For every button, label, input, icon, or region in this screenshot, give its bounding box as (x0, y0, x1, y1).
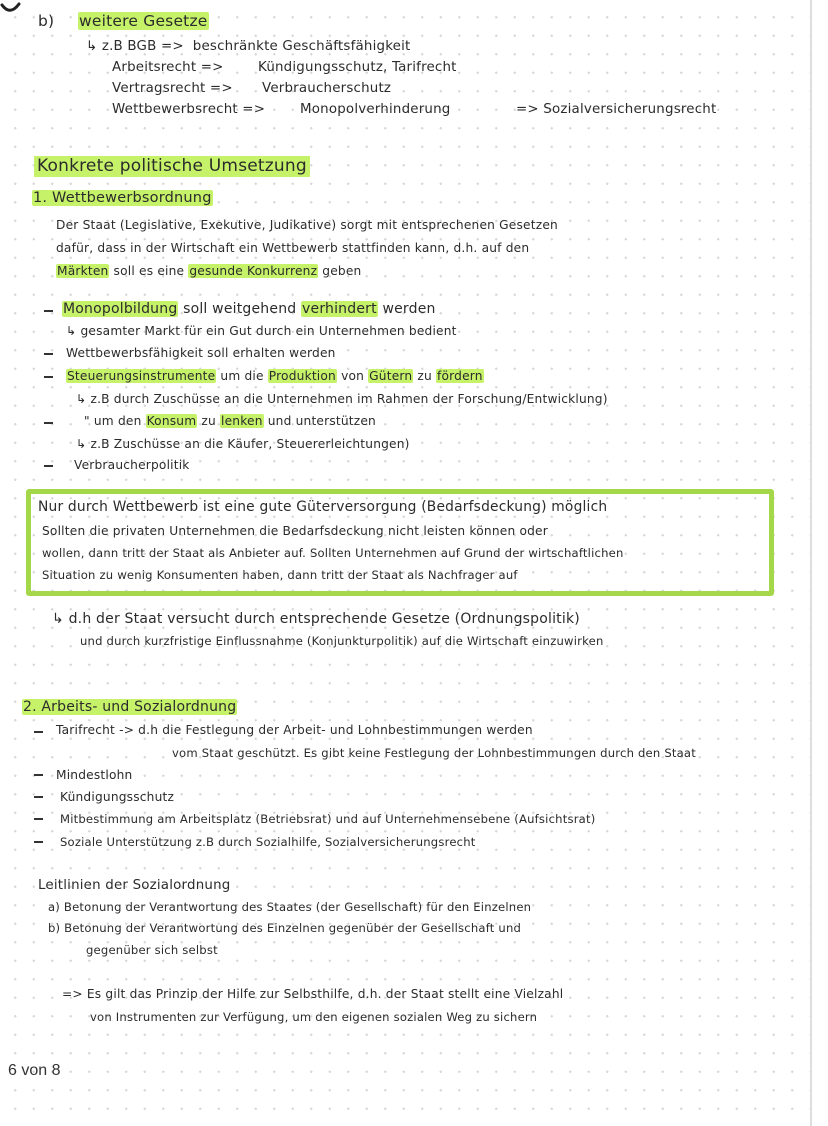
bullet-dash (34, 796, 43, 798)
bullet-dash (44, 353, 53, 355)
wettbewerb-heading: 1. Wettbewerbsordnung (33, 190, 212, 206)
leitlinien-point-b-cont: gegenüber sich selbst (86, 943, 218, 957)
section-b-line3-right: Verbraucherschutz (262, 81, 392, 96)
section-b-line4-left: Wettbewerbsrecht => (112, 102, 266, 117)
wettbewerb-paragraph-line2: dafür, dass in der Wirtschaft ein Wettbewerb stattfinden kann, d.h. auf den (56, 241, 530, 255)
section-b-heading: weitere Gesetze (79, 12, 208, 30)
wettbewerb-bullet-konsum: " um den Konsum zu lenken und unterstützen (84, 414, 376, 428)
bullet-dash (34, 841, 43, 843)
wettbewerb-paragraph-line1: Der Staat (Legislative, Exekutive, Judikative) sorgt mit entsprechenen Gesetzen (56, 218, 558, 232)
leitlinien-point-a: a) Betonung der Verantwortung des Staates (der Gesellschaft) für den Einzelnen (48, 900, 532, 914)
summary-box-line1: Nur durch Wettbewerb ist eine gute Güterversorgung (Bedarfsdeckung) möglich (38, 499, 608, 515)
sozial-bullet-kuendigungsschutz: Kündigungsschutz (60, 790, 175, 804)
sozial-bullet-mitbestimmung: Mitbestimmung am Arbeitsplatz (Betriebsrat) und auf Unternehmensebene (Aufsichtsrat) (60, 812, 596, 826)
summary-box-line2: Sollten die privaten Unternehmen die Bedarfsdeckung nicht leisten können oder (42, 524, 548, 538)
section-b-line4-right: Monopolverhinderung (300, 102, 451, 117)
wettbewerb-bullet-monopol: Monopolbildung soll weitgehend verhindert werden (63, 301, 436, 317)
sozial-bullet-tarifrecht-cont: vom Staat geschützt. Es gibt keine Festlegung der Lohnbestimmungen durch den Staat (172, 746, 696, 760)
wettbewerb-paragraph-line3: Märkten soll es eine gesunde Konkurrenz geben (57, 264, 362, 278)
folge-line1: ↳ d.h der Staat versucht durch entsprechende Gesetze (Ordnungspolitik) (52, 611, 580, 627)
summary-box-line4: Situation zu wenig Konsumenten haben, dann tritt der Staat als Nachfrager auf (42, 568, 518, 582)
page-indicator: 6 von 8 (8, 1062, 61, 1079)
summary-box-line3: wollen, dann tritt der Staat als Anbieter auf. Sollten Unternehmen auf Grund der wirtschaftlichen (42, 546, 624, 560)
section-b-label: b) (38, 12, 55, 30)
bullet-dash (44, 422, 53, 424)
leitlinien-point-b: b) Betonung der Verantwortung des Einzelnen gegenüber der Gesellschaft und (48, 921, 522, 935)
leitlinien-heading: Leitlinien der Sozialordnung (38, 878, 231, 893)
bullet-dash (34, 818, 43, 820)
wettbewerb-bullet-steuerung: Steuerungsinstrumente um die Produktion von Gütern zu fördern (67, 369, 483, 383)
corner-arc-icon (0, 0, 22, 22)
wettbewerb-bullet-konsum-sub: ↳ z.B Zuschüsse an die Käufer, Steuererleichtungen) (76, 437, 410, 451)
section-b-line2-right: Kündigungsschutz, Tarifrecht (258, 60, 457, 75)
bullet-dash (44, 376, 53, 378)
section-b-line1: ↳ z.B BGB => beschränkte Geschäftsfähigkeit (86, 39, 411, 54)
sozial-bullet-tarifrecht: Tarifrecht -> d.h die Festlegung der Arbeit- und Lohnbestimmungen werden (56, 723, 533, 737)
section-b-line4-aside: => Sozialversicherungsrecht (516, 102, 717, 117)
right-scroll-divider (810, 0, 812, 1126)
bullet-dash (44, 465, 53, 467)
folge-line2: und durch kurzfristige Einflussnahme (Konjunkturpolitik) auf die Wirtschaft einzuwirken (80, 634, 604, 648)
wettbewerb-bullet-monopol-sub: ↳ gesamter Markt für ein Gut durch ein Unternehmen bedient (66, 324, 457, 338)
sozial-bullet-unterstuetzung: Soziale Unterstützung z.B durch Sozialhilfe, Sozialversicherungsrecht (60, 835, 476, 849)
section-b-line2-left: Arbeitsrecht => (112, 60, 224, 75)
bullet-dash (34, 774, 43, 776)
bullet-dash (44, 310, 53, 312)
sozial-bullet-mindestlohn: Mindestlohn (56, 768, 133, 782)
wettbewerb-bullet-verbraucherpolitik: Verbraucherpolitik (74, 458, 190, 472)
page-title: Konkrete politische Umsetzung (34, 156, 310, 177)
leitlinien-conclusion-line1: => Es gilt das Prinzip der Hilfe zur Selbsthilfe, d.h. der Staat stellt eine Vielzahl (62, 987, 564, 1001)
wettbewerb-bullet-wettbewerbsfaehigkeit: Wettbewerbsfähigkeit soll erhalten werden (66, 346, 336, 360)
bullet-dash (34, 731, 43, 733)
leitlinien-conclusion-line2: von Instrumenten zur Verfügung, um den eigenen sozialen Weg zu sichern (90, 1010, 538, 1024)
sozial-heading: 2. Arbeits- und Sozialordnung (23, 699, 237, 715)
section-b-line3-left: Vertragsrecht => (112, 81, 233, 96)
wettbewerb-bullet-steuerung-sub: ↳ z.B durch Zuschüsse an die Unternehmen im Rahmen der Forschung/Entwicklung) (76, 392, 608, 406)
